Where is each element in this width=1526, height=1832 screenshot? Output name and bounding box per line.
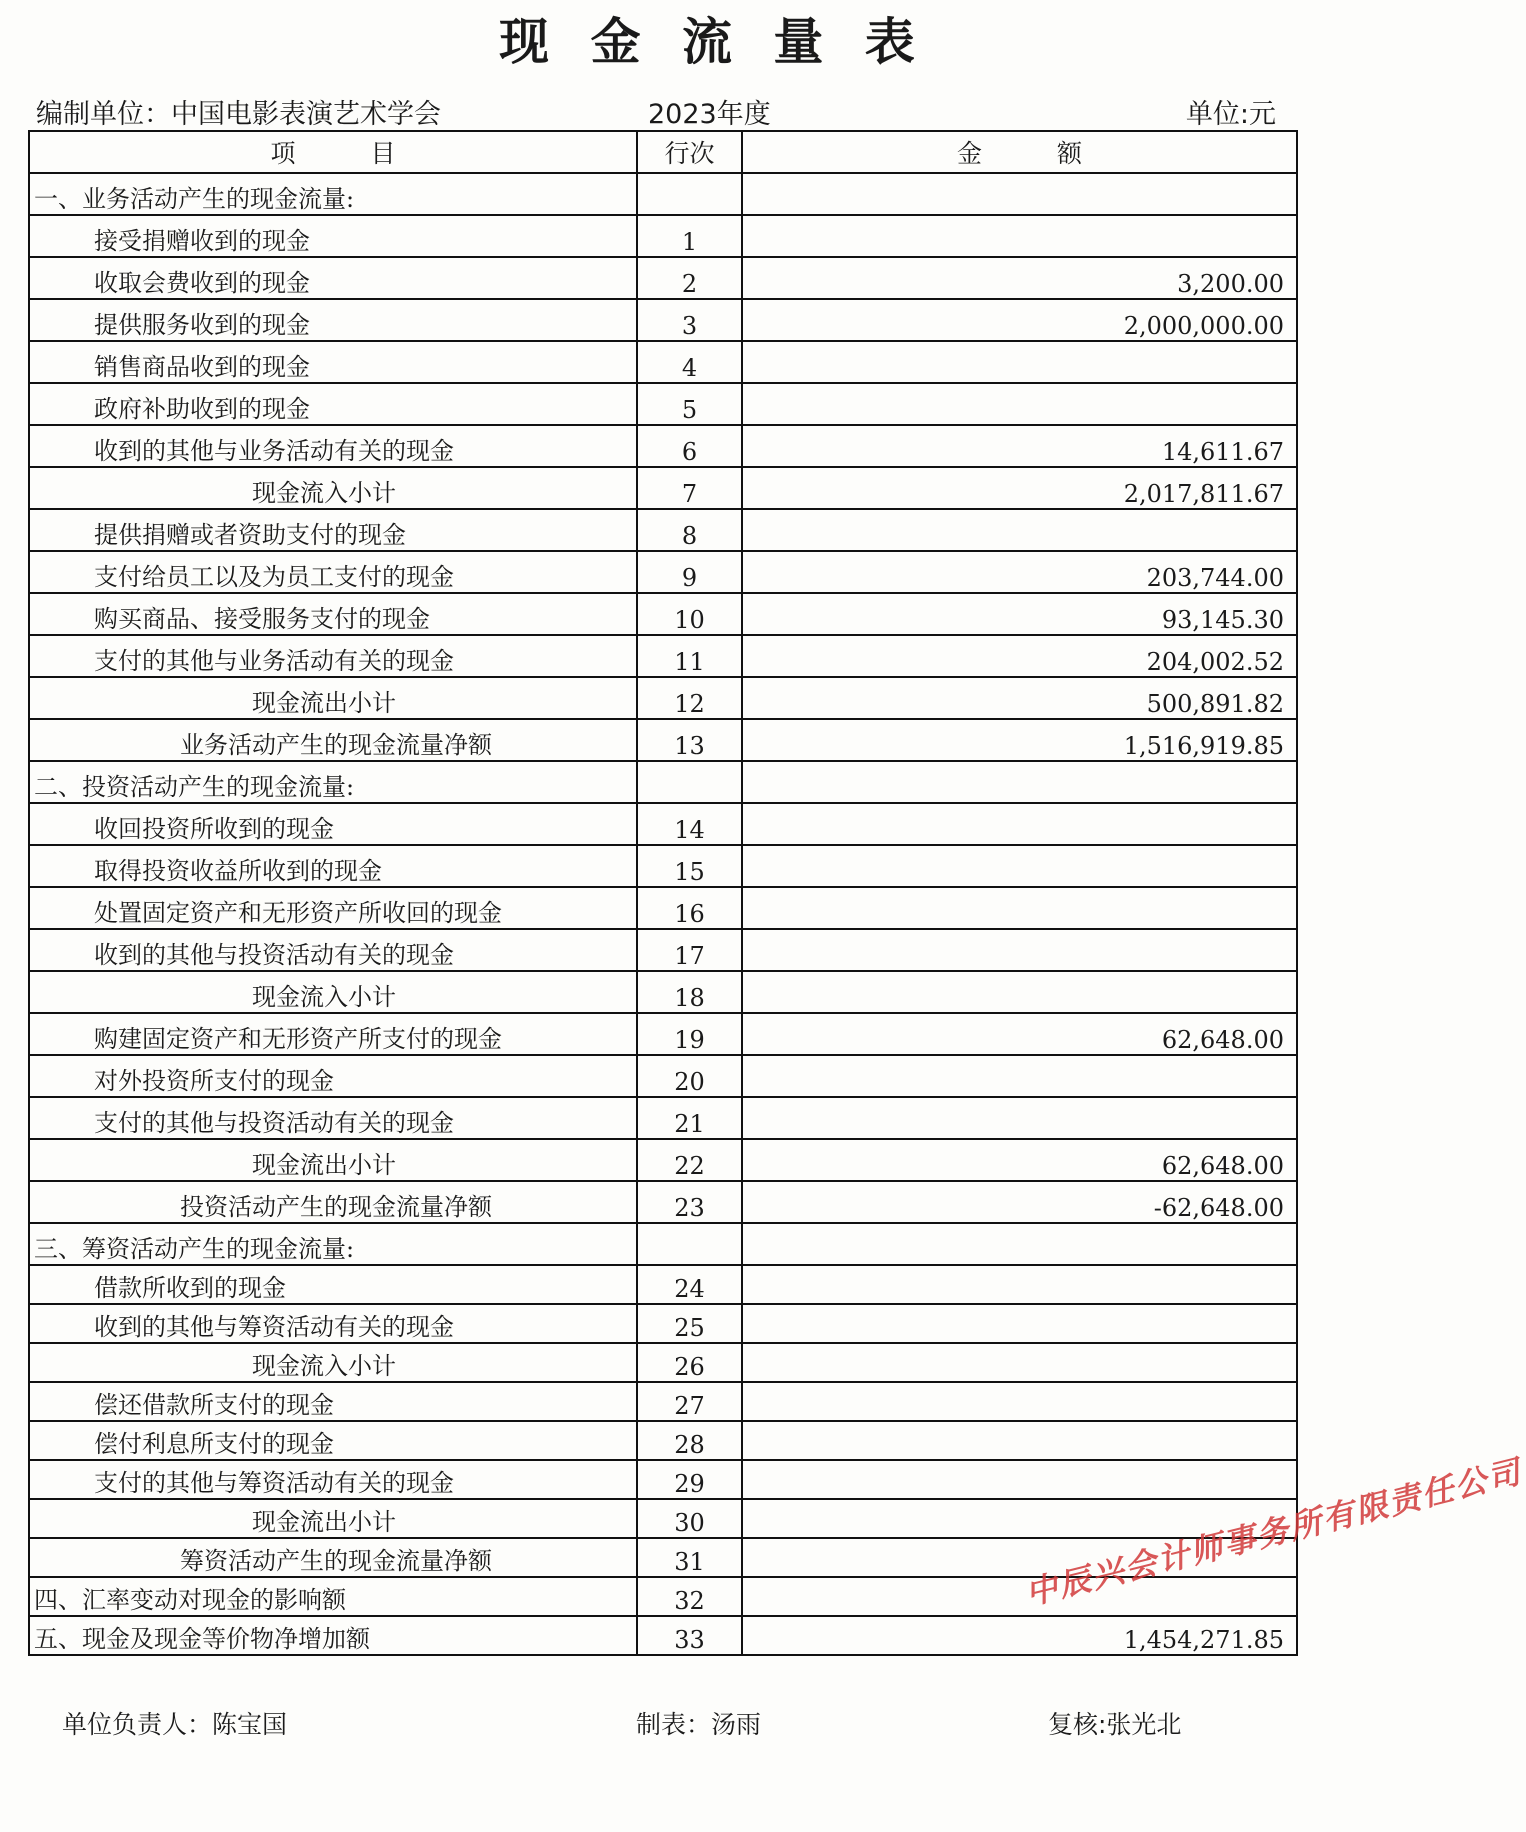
row-amount: 204,002.52: [742, 635, 1297, 677]
row-item: 收到的其他与业务活动有关的现金: [29, 425, 637, 467]
row-index: 32: [637, 1577, 742, 1616]
row-item: 偿付利息所支付的现金: [29, 1421, 637, 1460]
row-index: 31: [637, 1538, 742, 1577]
row-item: 接受捐赠收到的现金: [29, 215, 637, 257]
row-amount: [742, 761, 1297, 803]
row-item: 取得投资收益所收到的现金: [29, 845, 637, 887]
row-item: 现金流出小计: [29, 1139, 637, 1181]
table-body: [29, 173, 1297, 1655]
row-amount: [742, 215, 1297, 257]
row-item: 对外投资所支付的现金: [29, 1055, 637, 1097]
row-amount: 1,454,271.85: [742, 1616, 1297, 1655]
row-index: 23: [637, 1181, 742, 1223]
table-row: [29, 971, 1297, 1013]
row-item: 借款所收到的现金: [29, 1265, 637, 1304]
row-item: 提供捐赠或者资助支付的现金: [29, 509, 637, 551]
row-item: 偿还借款所支付的现金: [29, 1382, 637, 1421]
row-item: 现金流出小计: [29, 1499, 637, 1538]
row-index: 10: [637, 593, 742, 635]
row-item: 收回投资所收到的现金: [29, 803, 637, 845]
table-row: [29, 845, 1297, 887]
row-amount: 1,516,919.85: [742, 719, 1297, 761]
row-index: 7: [637, 467, 742, 509]
table-row: [29, 341, 1297, 383]
row-index: 26: [637, 1343, 742, 1382]
row-index: 3: [637, 299, 742, 341]
col-header-item: 项 目: [29, 131, 637, 173]
row-index: [637, 761, 742, 803]
table-row: [29, 635, 1297, 677]
row-item: 收到的其他与筹资活动有关的现金: [29, 1304, 637, 1343]
table-row: [29, 383, 1297, 425]
table-row: [29, 887, 1297, 929]
row-item: 支付的其他与投资活动有关的现金: [29, 1097, 637, 1139]
footer-preparer: 制表：汤雨: [636, 1710, 762, 1739]
row-amount: [742, 845, 1297, 887]
org-label: 编制单位：中国电影表演艺术学会: [36, 99, 441, 130]
table-row: [29, 1460, 1297, 1499]
row-amount: [742, 971, 1297, 1013]
row-item: 投资活动产生的现金流量净额: [29, 1181, 637, 1223]
col-header-index: 行次: [637, 131, 742, 173]
table-row: [29, 1265, 1297, 1304]
row-index: 8: [637, 509, 742, 551]
row-index: 5: [637, 383, 742, 425]
table-row: [29, 1343, 1297, 1382]
row-item: 支付给员工以及为员工支付的现金: [29, 551, 637, 593]
row-index: 1: [637, 215, 742, 257]
row-item: 收取会费收到的现金: [29, 257, 637, 299]
table-row: [29, 1097, 1297, 1139]
table-row: [29, 719, 1297, 761]
table-row: [29, 1055, 1297, 1097]
unit-label: 单位:元: [1185, 99, 1276, 130]
table-header-row: [29, 131, 1297, 173]
row-index: 28: [637, 1421, 742, 1460]
table-row: [29, 1616, 1297, 1655]
row-item: 现金流入小计: [29, 1343, 637, 1382]
table-row: [29, 173, 1297, 215]
row-amount: [742, 887, 1297, 929]
row-amount: [742, 509, 1297, 551]
row-amount: [742, 383, 1297, 425]
row-item: 业务活动产生的现金流量净额: [29, 719, 637, 761]
row-amount: [742, 929, 1297, 971]
row-amount: 3,200.00: [742, 257, 1297, 299]
row-item: 支付的其他与筹资活动有关的现金: [29, 1460, 637, 1499]
row-amount: 2,000,000.00: [742, 299, 1297, 341]
row-item: 现金流入小计: [29, 971, 637, 1013]
row-index: 11: [637, 635, 742, 677]
table-row: [29, 761, 1297, 803]
row-item: 提供服务收到的现金: [29, 299, 637, 341]
row-item: 销售商品收到的现金: [29, 341, 637, 383]
table-row: [29, 551, 1297, 593]
row-index: 18: [637, 971, 742, 1013]
row-item: 购建固定资产和无形资产所支付的现金: [29, 1013, 637, 1055]
row-item: 政府补助收到的现金: [29, 383, 637, 425]
row-item: 现金流入小计: [29, 467, 637, 509]
row-amount: [742, 1343, 1297, 1382]
table-row: [29, 1304, 1297, 1343]
row-index: 27: [637, 1382, 742, 1421]
row-amount: 14,611.67: [742, 425, 1297, 467]
row-amount: 500,891.82: [742, 677, 1297, 719]
page-title: 现 金 流 量 表: [499, 13, 927, 71]
row-index: 2: [637, 257, 742, 299]
year-label: 2023年度: [648, 99, 771, 130]
row-amount: [742, 1460, 1297, 1499]
table-row: [29, 1181, 1297, 1223]
row-amount: 2,017,811.67: [742, 467, 1297, 509]
row-amount: 62,648.00: [742, 1013, 1297, 1055]
row-item: 一、业务活动产生的现金流量:: [29, 173, 637, 215]
row-index: 22: [637, 1139, 742, 1181]
table-row: [29, 1499, 1297, 1538]
row-index: 24: [637, 1265, 742, 1304]
table-row: [29, 257, 1297, 299]
table-row: [29, 677, 1297, 719]
row-amount: 93,145.30: [742, 593, 1297, 635]
table-row: [29, 1139, 1297, 1181]
footer-reviewer: 复核:张光北: [1048, 1710, 1182, 1739]
row-amount: [742, 1055, 1297, 1097]
auditor-stamp: 中辰兴会计师事务所有限责任公司: [1021, 1452, 1526, 1613]
row-item: 现金流出小计: [29, 677, 637, 719]
table-row: [29, 425, 1297, 467]
row-index: 30: [637, 1499, 742, 1538]
row-amount: [742, 1223, 1297, 1265]
row-item: 五、现金及现金等价物净增加额: [29, 1616, 637, 1655]
table-row: [29, 467, 1297, 509]
row-index: 19: [637, 1013, 742, 1055]
table-row: [29, 215, 1297, 257]
row-index: [637, 173, 742, 215]
table-row: [29, 1382, 1297, 1421]
table-row: [29, 1421, 1297, 1460]
table-row: [29, 509, 1297, 551]
row-amount: [742, 341, 1297, 383]
row-item: 购买商品、接受服务支付的现金: [29, 593, 637, 635]
row-amount: 62,648.00: [742, 1139, 1297, 1181]
row-amount: 203,744.00: [742, 551, 1297, 593]
row-index: 16: [637, 887, 742, 929]
row-index: 29: [637, 1460, 742, 1499]
row-item: 处置固定资产和无形资产所收回的现金: [29, 887, 637, 929]
row-amount: -62,648.00: [742, 1181, 1297, 1223]
row-amount: [742, 803, 1297, 845]
row-amount: [742, 1577, 1297, 1616]
row-amount: [742, 1421, 1297, 1460]
row-index: 15: [637, 845, 742, 887]
row-item: 支付的其他与业务活动有关的现金: [29, 635, 637, 677]
table-row: [29, 593, 1297, 635]
cash-flow-table: [28, 130, 1298, 1656]
table-row: [29, 929, 1297, 971]
footer-head: 单位负责人：陈宝国: [62, 1710, 288, 1739]
table-row: [29, 1223, 1297, 1265]
row-item: 收到的其他与投资活动有关的现金: [29, 929, 637, 971]
row-index: 14: [637, 803, 742, 845]
row-amount: [742, 1097, 1297, 1139]
row-index: 25: [637, 1304, 742, 1343]
row-item: 四、汇率变动对现金的影响额: [29, 1577, 637, 1616]
row-index: 17: [637, 929, 742, 971]
row-item: 筹资活动产生的现金流量净额: [29, 1538, 637, 1577]
table-row: [29, 803, 1297, 845]
row-amount: [742, 173, 1297, 215]
table-row: [29, 299, 1297, 341]
row-amount: [742, 1304, 1297, 1343]
row-item: 二、投资活动产生的现金流量:: [29, 761, 637, 803]
row-index: [637, 1223, 742, 1265]
row-index: 9: [637, 551, 742, 593]
row-amount: [742, 1382, 1297, 1421]
row-item: 三、筹资活动产生的现金流量:: [29, 1223, 637, 1265]
row-index: 33: [637, 1616, 742, 1655]
row-index: 4: [637, 341, 742, 383]
row-amount: [742, 1265, 1297, 1304]
row-index: 20: [637, 1055, 742, 1097]
row-index: 13: [637, 719, 742, 761]
col-header-amount: 金 额: [742, 131, 1297, 173]
row-index: 6: [637, 425, 742, 467]
row-index: 21: [637, 1097, 742, 1139]
row-index: 12: [637, 677, 742, 719]
table-row: [29, 1013, 1297, 1055]
